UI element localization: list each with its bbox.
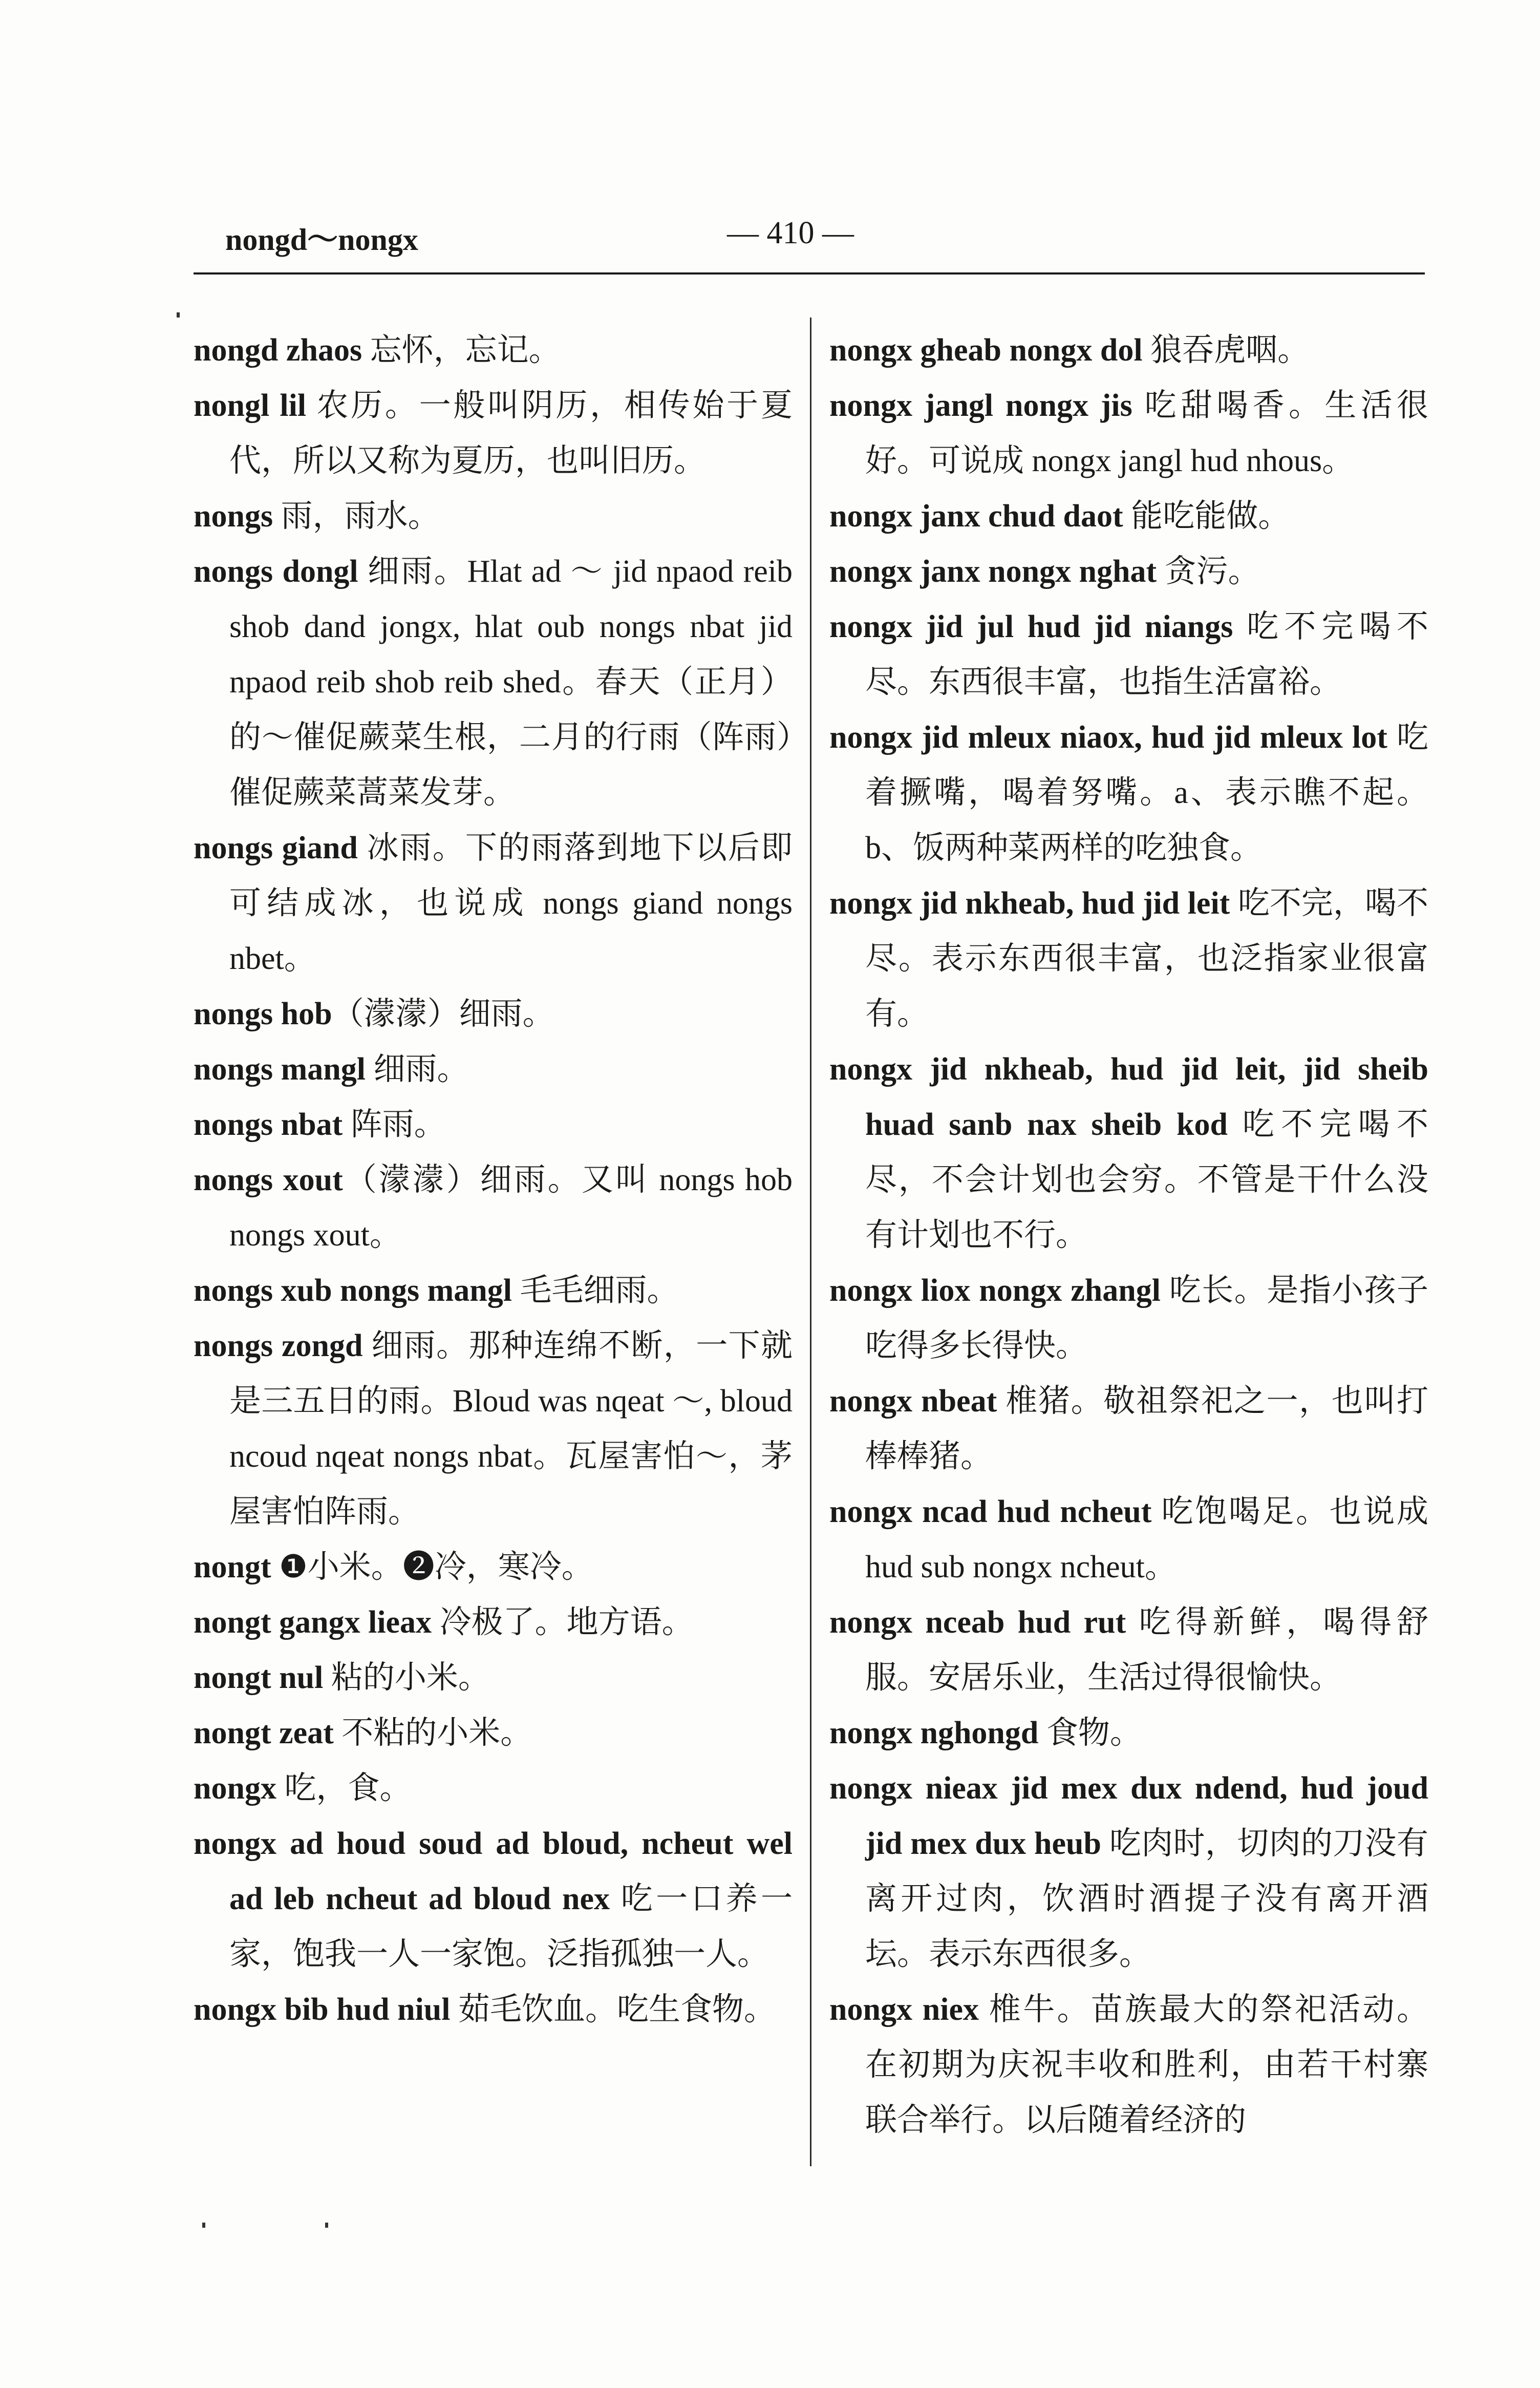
entry-definition: 细雨。 (365, 1052, 469, 1087)
entry-headword: nongx liox nongx zhangl (829, 1273, 1161, 1308)
entry-headword: nongs zongd (194, 1328, 363, 1363)
entry-definition: 吃不完喝不尽，不会计划也会穷。不管是干什么没有计划也不行。 (865, 1107, 1428, 1253)
entry-headword: nongt gangx lieax (194, 1605, 432, 1640)
entry-definition: 不粘的小米。 (333, 1716, 532, 1750)
entry-headword: nongx nbeat (829, 1384, 997, 1419)
entry-headword: nongx ncad hud ncheut (829, 1494, 1152, 1529)
page-number: — 410 — (727, 216, 854, 250)
dictionary-entry (194, 544, 793, 820)
entry-definition: 贪污。 (1157, 554, 1260, 589)
entry-headword: nongs nbat (194, 1107, 343, 1142)
entry-definition: 茹毛饮血。吃生食物。 (450, 1992, 776, 2027)
entry-headword: nongx janx chud daot (829, 499, 1123, 534)
entry-headword: nongx ad houd soud ad bloud, ncheut wel ad leb ncheut ad bloud nex (194, 1826, 793, 1916)
dictionary-entry (194, 1097, 793, 1152)
dictionary-entry (829, 1982, 1428, 2148)
scan-speck (202, 2223, 205, 2228)
entry-definition: 忘怀，忘记。 (362, 333, 561, 368)
entry-headword: nongx nieax jid mex dux ndend, hud joud jid mex dux heub (829, 1771, 1428, 1861)
entry-definition: 椎牛。苗族最大的祭祀活动。在初期为庆祝丰收和胜利，由若干村寨联合举行。以后随着经济的 (865, 1992, 1428, 2138)
entry-headword: nongl lil (194, 388, 307, 423)
entry-headword: nongt zeat (194, 1716, 334, 1750)
entry-definition: （濛濛）细雨。 (332, 997, 554, 1031)
entry-definition: 狼吞虎咽。 (1142, 333, 1310, 368)
entry-headword: nongs xout (194, 1163, 343, 1197)
scan-speck (177, 312, 180, 318)
entry-definition: 吃甜喝香。生活很好。可说成 nongx jangl hud nhous。 (865, 388, 1428, 478)
dictionary-entry (829, 1761, 1428, 1982)
dictionary-entry (829, 1373, 1428, 1484)
entry-definition: 粘的小米。 (323, 1660, 490, 1695)
header-rule (194, 272, 1425, 274)
entry-definition: 毛毛细雨。 (512, 1273, 679, 1308)
dictionary-entry (829, 1263, 1428, 1373)
dictionary-entry (194, 820, 793, 986)
dictionary-entry (829, 1042, 1428, 1263)
entry-definition: 冷极了。地方语。 (432, 1605, 694, 1640)
entry-definition: 吃长。是指小孩子吃得多长得快。 (865, 1273, 1428, 1363)
dictionary-entry (829, 544, 1428, 599)
entry-definition: 农历。一般叫阴历，相传始于夏代，所以又称为夏历，也叫旧历。 (229, 388, 793, 478)
running-head: nongd～nongx (225, 223, 418, 257)
dictionary-entry (829, 710, 1428, 876)
dictionary-entry (194, 489, 793, 544)
entry-headword: nongx janx nongx nghat (829, 554, 1157, 589)
entry-headword: nongx jid nkheab, hud jid leit, jid sheib huad sanb nax sheib kod (829, 1052, 1428, 1142)
entry-headword: nongs xub nongs mangl (194, 1273, 512, 1308)
dictionary-entry (194, 1539, 793, 1595)
entry-headword: nongx (194, 1771, 276, 1806)
dictionary-entry (194, 1595, 793, 1650)
entry-definition: 吃不完，喝不尽。表示东西很丰富，也泛指家业很富有。 (865, 886, 1428, 1031)
dictionary-entry (194, 1982, 793, 2037)
entry-definition: 吃肉时，切肉的刀没有离开过肉，饮酒时酒提子没有离开酒坛。表示东西很多。 (865, 1826, 1428, 1972)
entry-headword: nongx niex (829, 1992, 979, 2027)
entry-definition: 椎猪。敬祖祭祀之一，也叫打棒棒猪。 (865, 1384, 1428, 1474)
entry-definition: 吃，食。 (276, 1771, 412, 1806)
entry-headword: nongs dongl (194, 554, 358, 589)
dictionary-entry (829, 876, 1428, 1042)
entry-headword: nongt (194, 1550, 271, 1584)
dictionary-entry (194, 1650, 793, 1705)
entry-headword: nongs (194, 499, 273, 534)
dictionary-entry (194, 1263, 793, 1318)
entry-definition: 吃不完喝不尽。东西很丰富，也指生活富裕。 (865, 609, 1428, 700)
scan-speck (325, 2223, 328, 2228)
dictionary-entry (194, 323, 793, 378)
dictionary-entry (194, 1816, 793, 1982)
right-column (829, 323, 1428, 2148)
entry-definition: 能吃能做。 (1123, 499, 1290, 534)
dictionary-entry (829, 489, 1428, 544)
entry-headword: nongs giand (194, 831, 358, 865)
dictionary-entry (829, 1484, 1428, 1595)
entry-definition: 冰雨。下的雨落到地下以后即可结成冰，也说成 nongs giand nongs nbet。 (229, 831, 793, 976)
entry-headword: nongx nghongd (829, 1716, 1039, 1750)
entry-definition: 吃得新鲜，喝得舒服。安居乐业，生活过得很愉快。 (865, 1605, 1428, 1695)
dictionary-entry (829, 1595, 1428, 1705)
entry-definition: ❶小米。❷冷，寒冷。 (271, 1550, 593, 1584)
entry-definition: 细雨。Hlat ad ～ jid npaod reib shob dand jongx, hlat oub nongs nbat jid npaod reib shob reib shed。春天（正月）的～催促蕨菜生根，二月的行雨（阵雨）催促蕨菜蒿菜发芽。 (229, 554, 793, 810)
dictionary-entry (194, 1318, 793, 1539)
entry-headword: nongx jid nkheab, hud jid leit (829, 886, 1230, 921)
dictionary-entry (194, 986, 793, 1042)
entry-definition: （濛濛）细雨。又叫 nongs hob nongs xout。 (229, 1163, 793, 1253)
entry-headword: nongx jangl nongx jis (829, 388, 1132, 423)
dictionary-entry (194, 1761, 793, 1816)
entry-definition: 食物。 (1038, 1716, 1142, 1750)
entry-definition: 细雨。那种连绵不断，一下就是三五日的雨。Bloud was nqeat ～, bloud ncoud nqeat nongs nbat。瓦屋害怕～，茅屋害怕阵雨。 (229, 1328, 793, 1529)
entry-definition: 吃一口养一家，饱我一人一家饱。泛指孤独一人。 (229, 1882, 793, 1972)
entry-headword: nongx bib hud niul (194, 1992, 451, 2027)
entry-definition: 阵雨。 (343, 1107, 446, 1142)
dictionary-entry (829, 378, 1428, 489)
dictionary-entry (194, 1042, 793, 1097)
dictionary-entry (829, 1705, 1428, 1761)
entry-headword: nongx gheab nongx dol (829, 333, 1143, 368)
left-column (194, 323, 793, 2037)
dictionary-entry (194, 378, 793, 489)
entry-headword: nongd zhaos (194, 333, 362, 368)
entry-headword: nongx nceab hud rut (829, 1605, 1126, 1640)
entry-headword: nongx jid jul hud jid niangs (829, 609, 1233, 644)
dictionary-entry (829, 599, 1428, 710)
entry-headword: nongs mangl (194, 1052, 366, 1087)
dictionary-entry (194, 1705, 793, 1761)
column-divider (810, 318, 811, 2166)
entry-headword: nongs hob (194, 997, 332, 1031)
entry-definition: 吃着撅嘴，喝着努嘴。a、表示瞧不起。b、饭两种菜两样的吃独食。 (865, 720, 1428, 865)
entry-headword: nongx jid mleux niaox, hud jid mleux lot (829, 720, 1387, 755)
entry-definition: 吃饱喝足。也说成 hud sub nongx ncheut。 (865, 1494, 1428, 1584)
entry-definition: 雨，雨水。 (273, 499, 440, 534)
dictionary-entry (829, 323, 1428, 378)
entry-headword: nongt nul (194, 1660, 324, 1695)
dictionary-entry (194, 1152, 793, 1263)
